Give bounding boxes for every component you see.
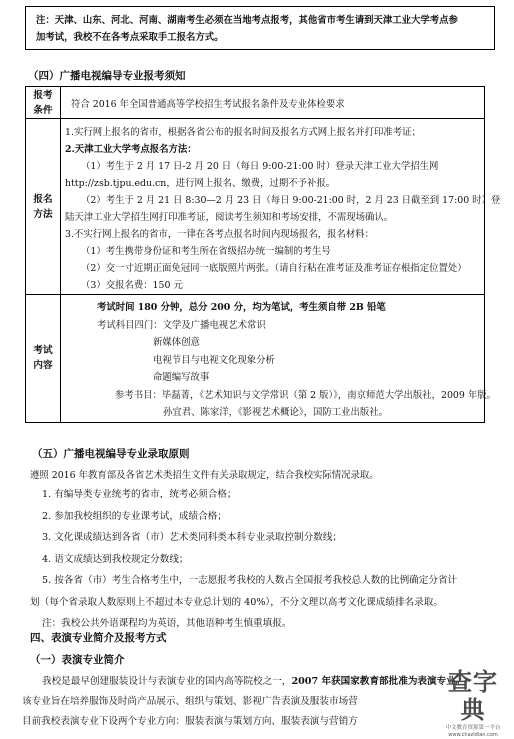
rule-item-5-cont: 划（每个省录取人数原则上不超过本专业总计划的 40%），不分文理以高考文化课成绩排名录取。 bbox=[30, 596, 443, 608]
section4-heading: （四）广播电视编导专业报考须知 bbox=[28, 70, 186, 82]
method-cell bbox=[61, 119, 501, 295]
content-cell bbox=[61, 295, 496, 423]
watermark-url: www.chazidian.com bbox=[448, 732, 498, 738]
watermark-tagline: 中文教育资源第一平台 bbox=[445, 725, 501, 731]
rule-item-2: 2. 参加我校组织的专业课考试，成绩合格； bbox=[42, 510, 227, 522]
watermark-logo-text: 查字典 bbox=[448, 668, 498, 724]
ref-book-1: 毕磊菁，《艺术知识与文学常识（第 2 版）》，南京师范大学出版社，2009 年版。 bbox=[161, 389, 496, 401]
rule-item-3: 3. 文化课成绩达到各省（市）艺术类同科类本科专业录取控制分数线； bbox=[42, 532, 343, 543]
method-label: 报名 方法 bbox=[26, 119, 61, 295]
conditions-cell bbox=[61, 87, 485, 119]
method-line-3: （1）考生于 2 月 17 日-2 月 20 日（每日 9:00-21:00 时）登录天津工业大学招生网 bbox=[81, 161, 439, 172]
conditions-label: 报考 条件 bbox=[26, 87, 61, 119]
perf-paragraph bbox=[22, 672, 492, 732]
conditions-text: 符合 2016 年全国普通高等学校招生考试报名条件及专业体检要求 bbox=[71, 98, 345, 110]
method-line-9: （2）交一寸近期正面免冠同一底版照片两张。（请自行粘在准考证及准考证存根指定位置处） bbox=[81, 263, 467, 274]
subject-4: 命题编写故事 bbox=[153, 372, 210, 383]
perf-p3: 目前我校表演专业下设两个专业方向：服装表演与策划方向、服装表演与营销方 bbox=[22, 716, 358, 727]
ref-label: 参考书目： bbox=[115, 389, 162, 401]
perf-p1-a: 我校是最早创建服装设计与表演专业的国内高等院校之一， bbox=[42, 676, 292, 687]
rule-item-4: 4. 语文成绩达到我校规定分数线； bbox=[42, 553, 189, 565]
requirements-table bbox=[25, 86, 501, 423]
method-line-10: （3）交报名费：150 元 bbox=[81, 280, 183, 291]
perf-heading: 四、表演专业简介及报考方式 bbox=[30, 632, 167, 644]
section5-list bbox=[30, 484, 457, 635]
method-line-7: 3.不实行网上报名的省市，一律在各考点报名时间内现场报名，报名材料： bbox=[65, 229, 374, 240]
section5-intro: 遵照 2016 年教育部及各省艺术类招生文件有关录取规定，结合我校实际情况录取。 bbox=[30, 470, 379, 481]
subjects-label: 考试科目四门： bbox=[97, 319, 163, 331]
content-label: 考试 内容 bbox=[26, 295, 61, 423]
method-line-8: （1）考生携带身份证和考生所在省级招办统一编制的考生号 bbox=[81, 246, 331, 257]
rule-item-5: 5. 按各省（市）考生合格考生中，一志愿报考我校的人数占全国报考我校总人数的比例确定分省计 bbox=[42, 575, 458, 586]
site-watermark bbox=[438, 668, 508, 738]
rule-item-1: 1. 有编导类专业统考的省市，统考必须合格； bbox=[42, 489, 237, 500]
method-line-5: （2）考生于 2 月 21 日 8:30—2 月 23 日（每日 9:00-21:00 时，2 月 23 日截至到 17:00 时）登 bbox=[81, 195, 501, 206]
perf-p2: 该专业旨在培养服饰及时尚产品展示、组织与策划、影视广告表演及服装市场营 bbox=[22, 696, 358, 707]
section5-heading: （五）广播电视编导专业录取原则 bbox=[32, 448, 190, 460]
notice-box bbox=[25, 6, 495, 50]
content-head: 考试时间 180 分钟，总分 200 分，均为笔试，考生须自带 2B 铅笔 bbox=[97, 302, 386, 313]
subject-3: 电视节目与电视文化现象分析 bbox=[153, 354, 275, 366]
notice-line-2: 加考试，我校不在各考点采取手工报名方式。 bbox=[36, 32, 224, 43]
method-line-1: 1.实行网上报名的省市，根据各省公布的报名时间及报名方式网上报名并打印准考证； bbox=[65, 127, 421, 138]
subject-2: 新媒体创意 bbox=[153, 337, 200, 348]
method-line-4: http://zsb.tjpu.edu.cn，进行网上报名、缴费，过期不予补报。 bbox=[65, 178, 336, 189]
perf-p1-b: 2007 年获国家教育部批准为表演专业。 bbox=[291, 676, 466, 687]
perf-subheading: （一）表演专业简介 bbox=[30, 654, 125, 666]
ref-book-2: 孙宜君、陈家洋，《影视艺术概论》，国防工业出版社。 bbox=[163, 407, 388, 418]
subject-1: 文学及广播电视艺术常识 bbox=[162, 319, 266, 331]
method-line-6: 陆天津工业大学招生网打印准考证，阅读考生须知和考场安排，不需现场确认。 bbox=[65, 212, 394, 223]
method-line-2: 2.天津工业大学考点报名方法： bbox=[65, 144, 197, 155]
rule-footnote: 注：我校公共外语课程均为英语，其他语种考生慎重填报。 bbox=[42, 618, 292, 629]
notice-line-1: 注：天津、山东、河北、河南、湖南考生必须在当地考点报考，其他省市考生请到天津工业大学考点参 bbox=[36, 15, 458, 26]
